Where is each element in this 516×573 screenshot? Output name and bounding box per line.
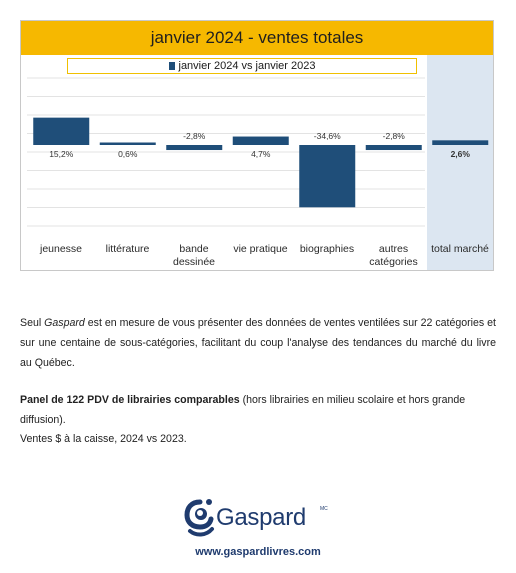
highlight-column bbox=[427, 55, 493, 270]
gaspard-logo-icon bbox=[184, 496, 216, 538]
category-label: jeunesse bbox=[39, 243, 83, 255]
bar bbox=[366, 145, 422, 150]
description-brand: Gaspard bbox=[44, 317, 85, 329]
category-label: biographies bbox=[299, 243, 355, 255]
logo-wordmark: Gaspard bbox=[216, 504, 306, 531]
legend-swatch bbox=[169, 62, 175, 70]
bar bbox=[166, 145, 222, 150]
data-label: -2,8% bbox=[183, 131, 206, 141]
sales-note: Ventes $ à la caisse, 2024 vs 2023. bbox=[20, 433, 187, 445]
bar bbox=[33, 118, 89, 145]
data-label: 4,7% bbox=[251, 149, 271, 159]
legend-label: janvier 2024 vs janvier 2023 bbox=[178, 60, 316, 72]
gaspard-logo[interactable] bbox=[184, 496, 334, 538]
category-label: bande dessinée bbox=[172, 243, 216, 268]
chart-card bbox=[20, 20, 494, 271]
category-label: vie pratique bbox=[233, 243, 288, 255]
bar bbox=[299, 145, 355, 207]
category-label: littérature bbox=[105, 243, 150, 255]
chart-header bbox=[21, 21, 493, 55]
description-text-start: Seul bbox=[20, 317, 45, 329]
data-label: 0,6% bbox=[118, 149, 138, 159]
bar bbox=[100, 143, 156, 146]
category-label: total marché bbox=[431, 243, 489, 255]
data-label: 2,6% bbox=[450, 149, 470, 159]
website-link[interactable]: www.gaspardlivres.com bbox=[195, 546, 321, 558]
data-label: -34,6% bbox=[313, 131, 341, 141]
description-text-end: est en mesure de vous présenter des données de ventes ventilées sur 22 catégories et sur une centaine de sous-catégories, facilitant du coup l'analyse des tendances du marché du livre au Québec. bbox=[20, 317, 496, 369]
data-label: 15,2% bbox=[49, 149, 74, 159]
description-paragraph bbox=[20, 313, 496, 373]
chart-legend bbox=[67, 58, 417, 74]
panel-heading: Panel de 122 PDV de librairies comparables bbox=[20, 394, 240, 406]
bar bbox=[233, 137, 289, 145]
bar bbox=[432, 140, 488, 145]
chart-title: janvier 2024 - ventes totales bbox=[150, 28, 364, 47]
panel-note: (hors librairies en milieu scolaire et hors grande diffusion). bbox=[20, 394, 466, 426]
data-label: -2,8% bbox=[382, 131, 405, 141]
category-label: autres catégories bbox=[369, 243, 418, 268]
logo-trademark: MC bbox=[320, 506, 328, 512]
panel-paragraph bbox=[20, 390, 496, 430]
